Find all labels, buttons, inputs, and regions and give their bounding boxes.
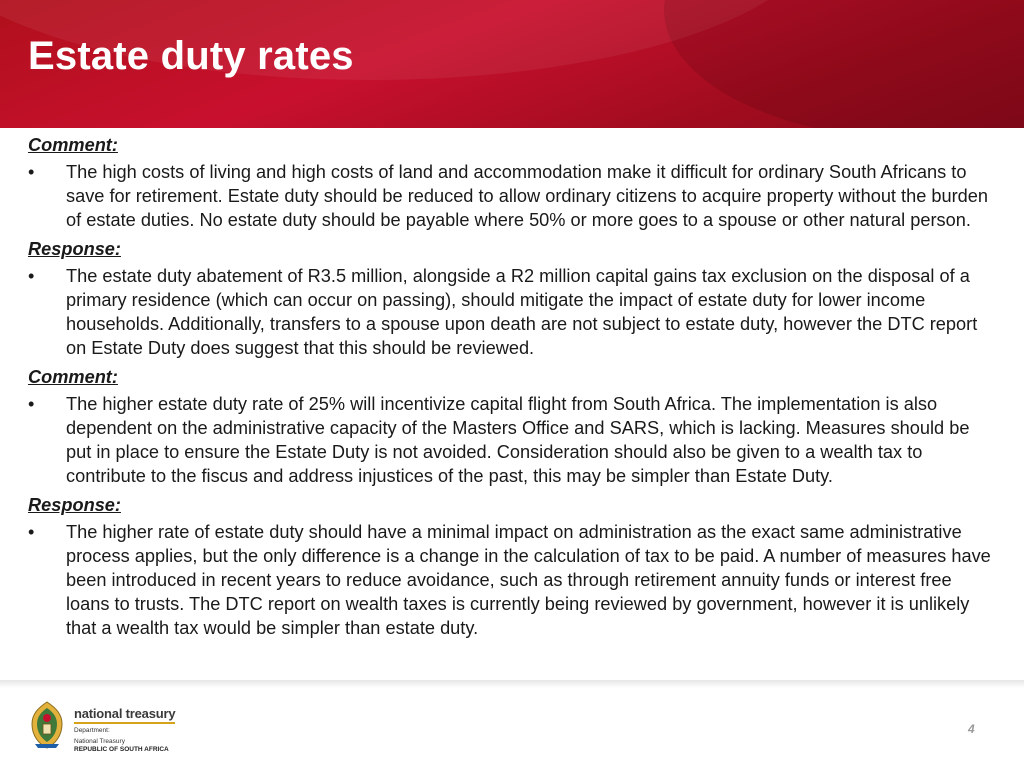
section-label: Comment:: [28, 135, 118, 155]
logo-text: [74, 706, 175, 754]
bullet-dot: •: [28, 394, 35, 414]
bullet-dot: •: [28, 522, 35, 542]
section-label: Response:: [28, 495, 121, 515]
bullet-text: The estate duty abatement of R3.5 million, alongside a R2 million capital gains tax exclusion on the disposal of a primary residence (which can occur on passing), should mitigate the impact of estate duty for lower income households. Additionally, transfers to a spouse upon death are not subject to estate duty, however the DTC report on Estate Duty does suggest that this should be reviewed.: [66, 266, 978, 358]
bullet-text: The higher rate of estate duty should have a minimal impact on administration as the exact same administrative process applies, but the only difference is a change in the calculation of tax to be paid. A number of measures have been introduced in recent years to reduce avoidance, such as through retirement annuity funds or interest free loans to trusts. The DTC report on wealth taxes is currently being reviewed by government, however it is unlikely that a wealth tax would be simpler than estate duty.: [66, 522, 991, 638]
bullet-item: [28, 160, 996, 232]
bullet-text: The high costs of living and high costs of land and accommodation make it difficult for ordinary South Africans to save for retirement. Estate duty should be reduced to allow ordinary citizens to acquire property without the burden of estate duties. No estate duty should be payable where 50% or more goes to a spouse or other natural person.: [66, 162, 989, 230]
section-label: Comment:: [28, 367, 118, 387]
bullet-item: [28, 264, 996, 360]
logo-country: REPUBLIC OF SOUTH AFRICA: [74, 746, 169, 753]
bullet-item: [28, 392, 996, 488]
logo-department-name: National Treasury: [74, 738, 125, 745]
section-comment-2: [28, 365, 996, 488]
page-number: 4: [968, 722, 975, 736]
section-response-2: [28, 493, 996, 640]
slide-content: [28, 132, 996, 645]
section-comment-1: [28, 133, 996, 232]
slide-title: Estate duty rates: [28, 34, 354, 78]
national-treasury-logo: [28, 700, 178, 752]
section-label: Response:: [28, 239, 121, 259]
section-response-1: [28, 237, 996, 360]
footer-divider: [0, 680, 1024, 688]
logo-department: Department:: [74, 727, 110, 734]
bullet-dot: •: [28, 266, 35, 286]
coat-of-arms-icon: [28, 700, 66, 750]
bullet-text: The higher estate duty rate of 25% will incentivize capital flight from South Africa. The implementation is also dependent on the administrative capacity of the Masters Office and SARS, which is lacking. Measures should be put in place to ensure the Estate Duty is not avoided. Consideration should also be given to a wealth tax to contribute to the fiscus and address injustices of the past, this may be simpler than Estate Duty.: [66, 394, 970, 486]
bullet-item: [28, 520, 996, 640]
title-banner: [0, 0, 1024, 128]
bullet-dot: •: [28, 162, 35, 182]
logo-name: national treasury: [74, 706, 175, 724]
